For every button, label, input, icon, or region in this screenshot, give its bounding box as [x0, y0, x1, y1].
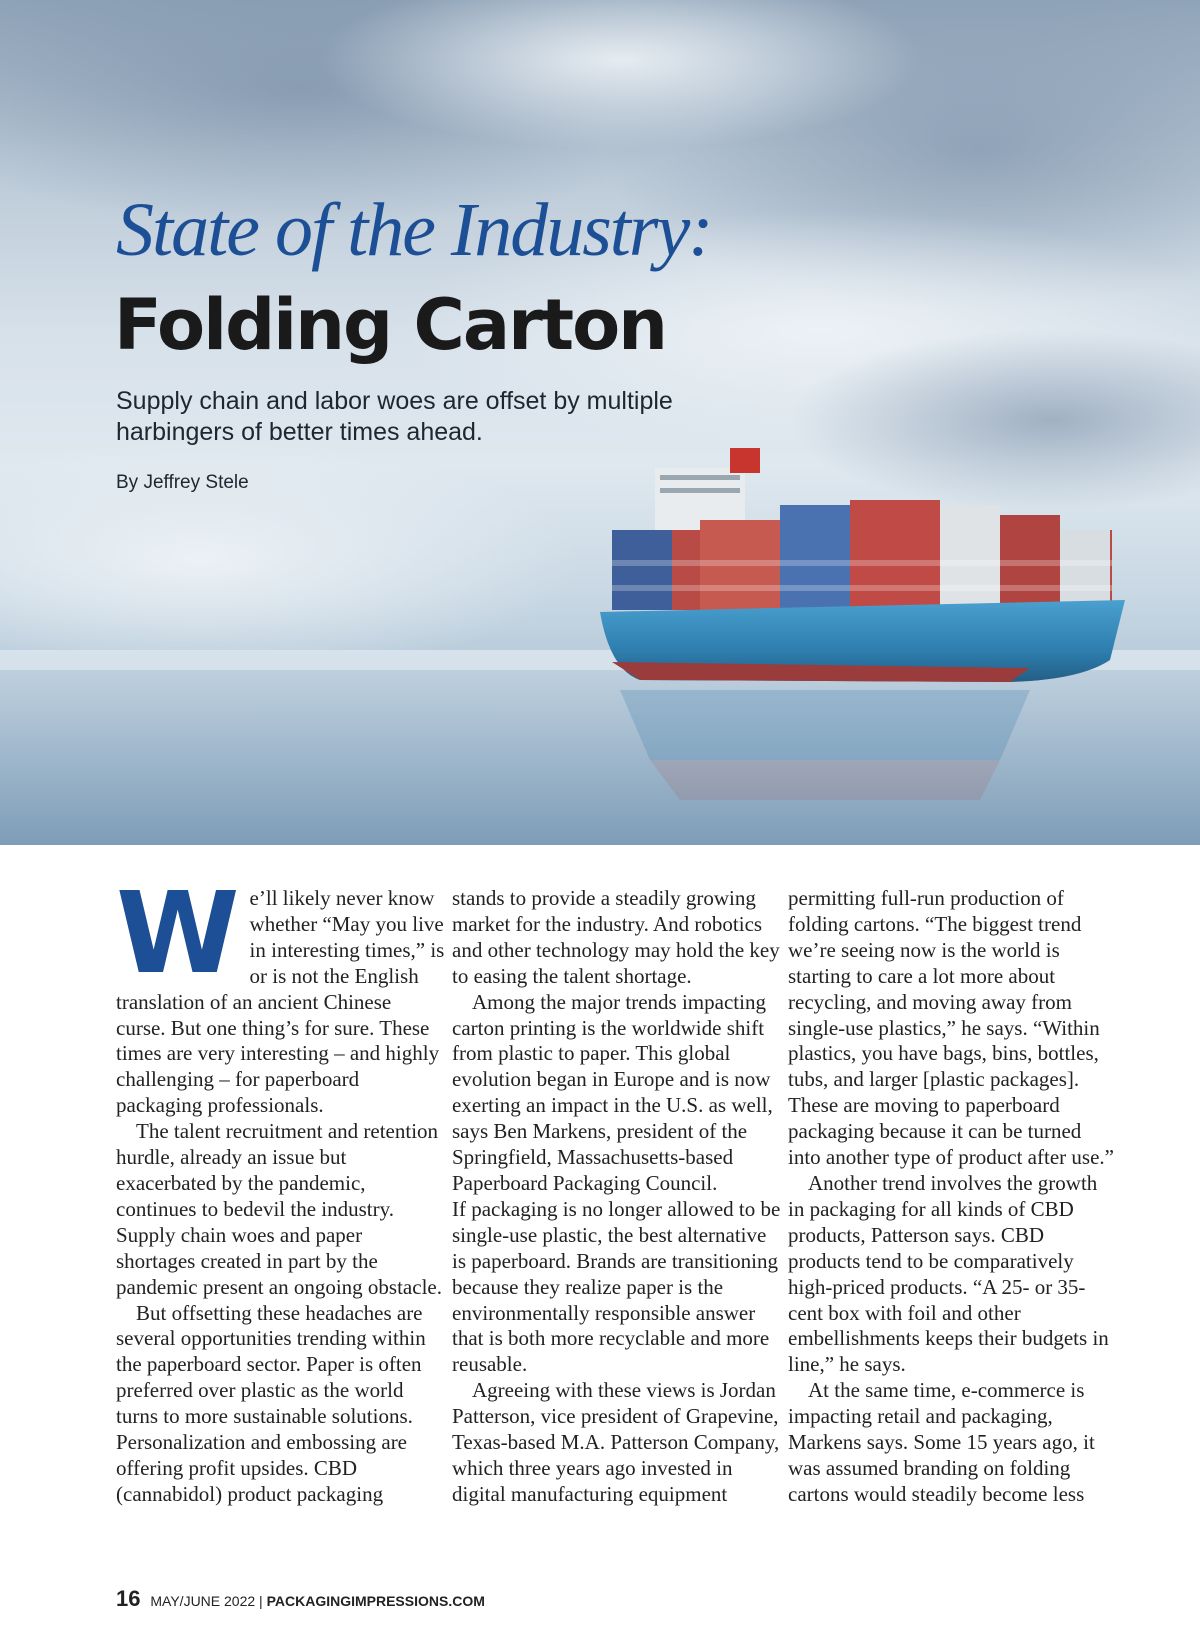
paragraph-text: e’ll likely never know whether “May you live in interesting times,” is or is not the English translation of an ancient Chinese curse. But one thing’s for sure. These times are very interesting – and highly challenging – for paperboard packaging professionals. [116, 886, 445, 1118]
page-footer [116, 1586, 485, 1612]
paragraph: Among the major trends impacting carton printing is the worldwide shift from plastic to paper. This global evolution began in Europe and is now exerting an impact in the U.S. as well, says Ben Markens, president of the Springfield, Massachusetts-based Paperboard Packaging Council. [452, 989, 773, 1195]
deck-subtitle: Supply chain and labor woes are offset by multiple harbingers of better times ahead. [116, 387, 673, 446]
paragraph: Agreeing with these views is Jordan Patterson, vice president of Grapevine, Texas-based M.A. Patterson Company, which three years ago invested in digital manufacturing equipment [452, 1378, 780, 1506]
website-link[interactable]: PACKAGINGIMPRESSIONS.COM [266, 1593, 485, 1609]
article-column-3 [788, 886, 1118, 1508]
article-column-1 [116, 869, 446, 1508]
paragraph: permitting full-run production of folding cartons. “The biggest trend we’re seeing now is the world is starting to care a lot more about recycling, and moving away from single-use plastics,” he says. “Within plastics, you have bags, bins, bottles, tubs, and larger [plastic packages]. These are moving to paperboard packaging because it can be turned into another type of product after use.” [788, 886, 1114, 1170]
paragraph: At the same time, e-commerce is impacting retail and packaging, Markens says. Some 15 years ago, it was assumed branding on folding cartons would steadily become less [788, 1378, 1095, 1506]
drop-cap: W [116, 869, 240, 999]
paragraph [116, 869, 446, 1119]
paragraph: If packaging is no longer allowed to be single-use plastic, the best alternative is paperboard. Brands are transitioning because they realize paper is the environmentally responsible answer that is both more recyclable and more reusable. [452, 1196, 781, 1377]
headline: Folding Carton [114, 284, 666, 366]
paragraph: stands to provide a steadily growing market for the industry. And robotics and other technology may hold the key to easing the talent shortage. [452, 886, 780, 988]
paragraph: But offsetting these headaches are several opportunities trending within the paperboard sector. Paper is often preferred over plastic as the world turns to more sustainable solutions. Personalization and embossing are offering profit upsides. CBD (cannabidol) product packaging [116, 1300, 426, 1506]
paragraph: Another trend involves the growth in packaging for all kinds of CBD products, Patterson says. CBD products tend to be comparatively high-priced products. “A 25- or 35-cent box with foil and other embellishments keeps their budgets in line,” he says. [788, 1170, 1109, 1377]
paragraph: The talent recruitment and retention hurdle, already an issue but exacerbated by the pandemic, continues to bedevil the industry. Supply chain woes and paper shortages created in part by the pandemic present an ongoing obstacle. [116, 1119, 442, 1299]
issue-date: MAY/JUNE 2022 [150, 1593, 256, 1609]
footer-separator: | [259, 1593, 263, 1609]
byline: By Jeffrey Stele [116, 472, 249, 493]
kicker-title: State of the Industry: [116, 188, 712, 272]
article-column-2 [452, 886, 782, 1508]
page-number: 16 [116, 1586, 141, 1611]
